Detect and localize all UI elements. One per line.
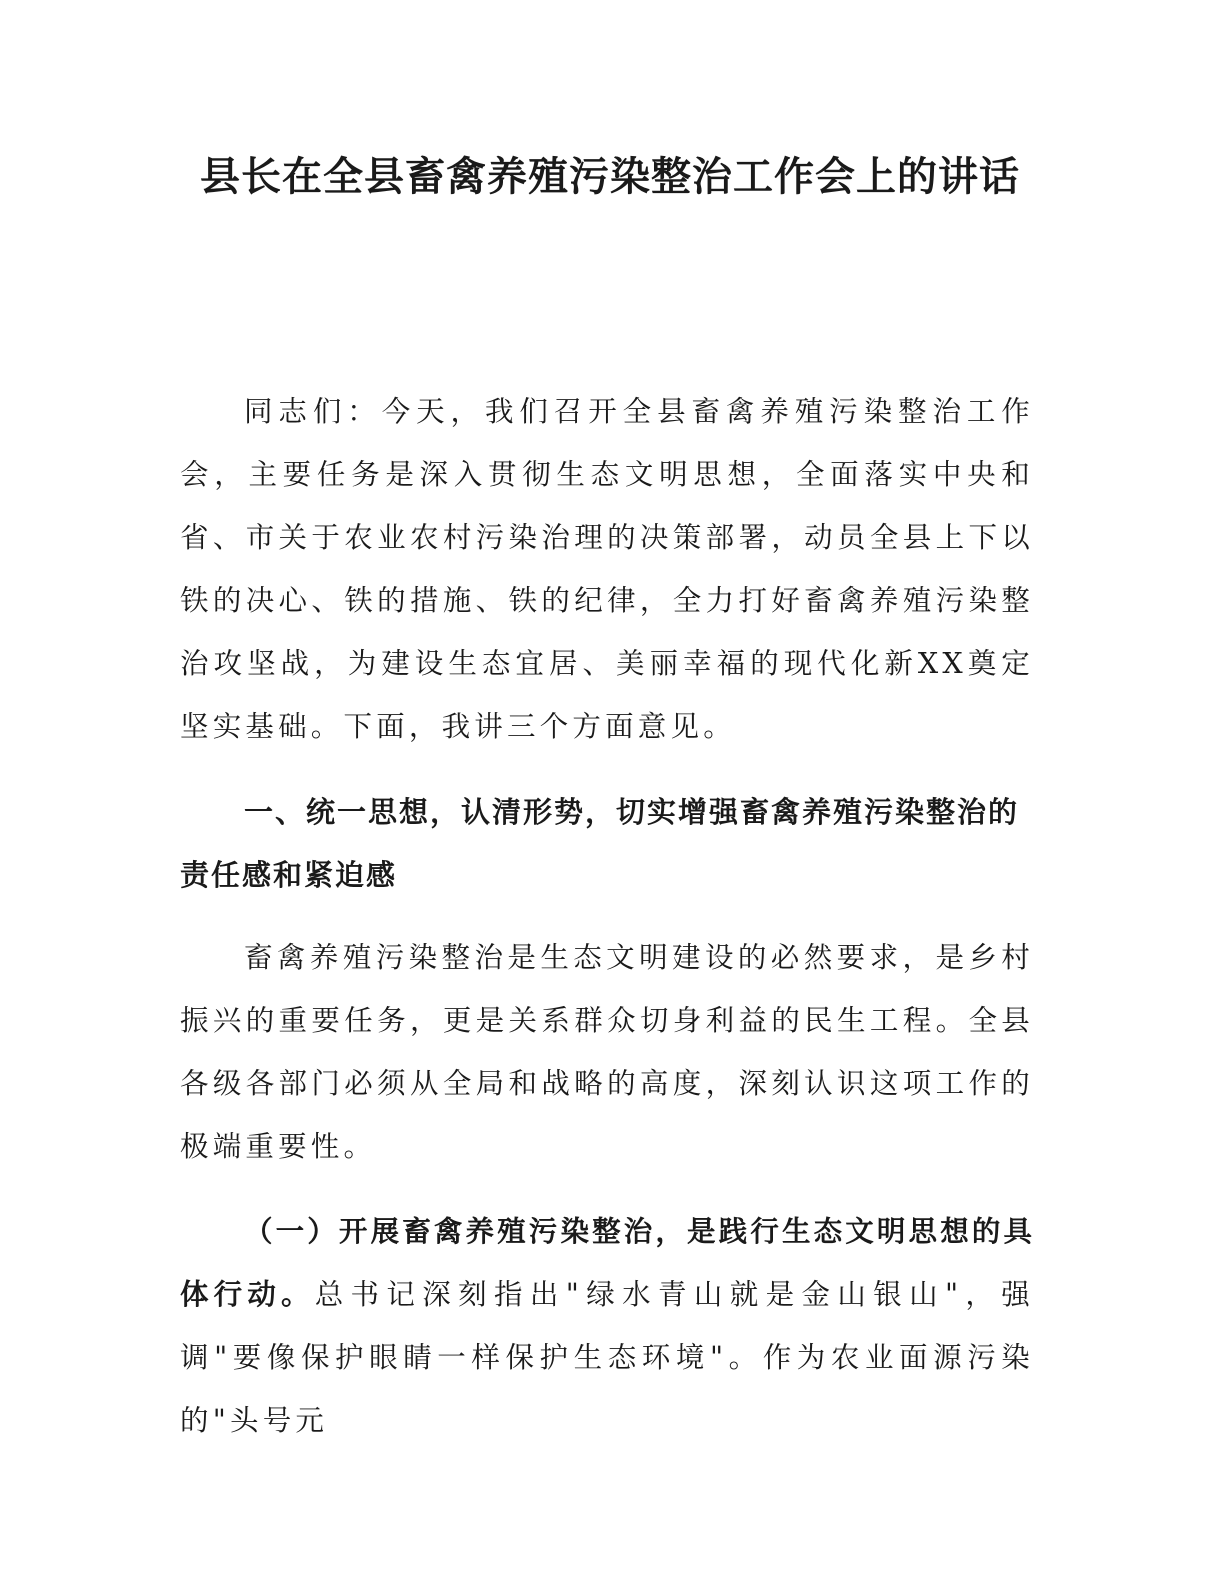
intro-paragraph: 同志们：今天，我们召开全县畜禽养殖污染整治工作会，主要任务是深入贯彻生态文明思想，全面落实中央和省、市关于农业农村污染治理的决策部署，动员全县上下以铁的决心、铁的措施、铁的纪律，全力打好畜禽养殖污染整治攻坚战，为建设生态宜居、美丽幸福的现代化新XX奠定坚实基础。下面，我讲三个方面意见。 (180, 395, 1034, 743)
document-title: 县长在全县畜禽养殖污染整治工作会上的讲话 (200, 154, 1020, 200)
section-1-paragraph: 畜禽养殖污染整治是生态文明建设的必然要求，是乡村振兴的重要任务，更是关系群众切身利益的民生工程。全县各级各部门必须从全局和战略的高度，深刻认识这项工作的极端重要性。 (180, 941, 1034, 1163)
subsection-1-paragraph (180, 1200, 1034, 1452)
subsection-1-text: 总书记深刻指出"绿水青山就是金山银山"，强调"要像保护眼睛一样保护生态环境"。作为农业面源污染的"头号元 (180, 1278, 1034, 1437)
section-heading-1: 一、统一思想，认清形势，切实增强畜禽养殖污染整治的责任感和紧迫感 (180, 795, 1020, 892)
document-page (180, 0, 1040, 1584)
subsection-1-lead: （一）开展畜禽养殖污染整治，是践行生态文明思想的具体行动。 (180, 1215, 1034, 1311)
